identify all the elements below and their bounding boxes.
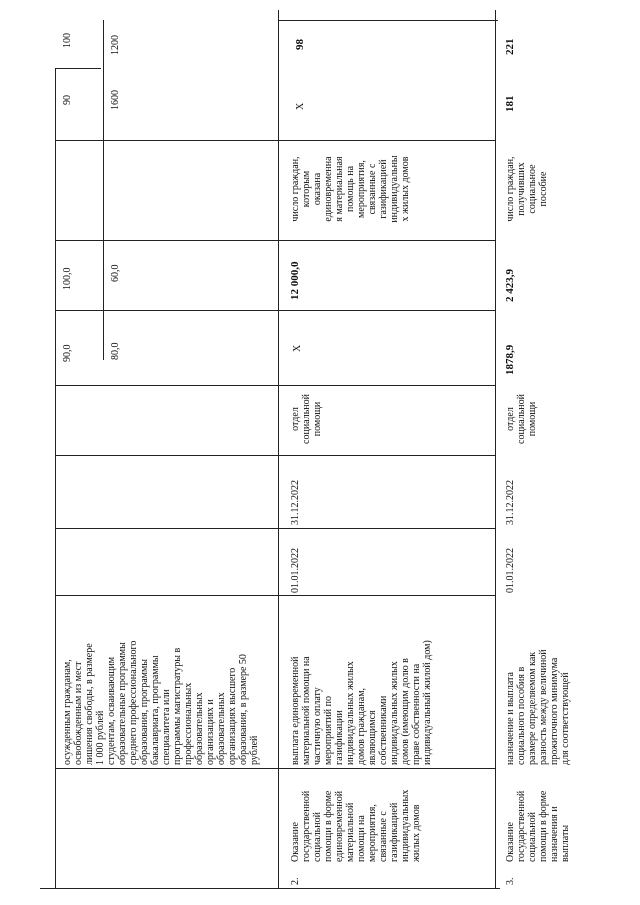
row3-fin-2022: 2 423,9 — [504, 269, 516, 302]
prev-fin-2021: 90,0 — [62, 344, 73, 362]
row3-end-date: 31.12.2022 — [505, 480, 516, 525]
row2-start-date: 01.01.2022 — [290, 548, 301, 593]
row3-ind-2021: 181 — [504, 95, 516, 112]
prev-ind-2022-b: 1200 — [110, 35, 121, 55]
row3-executor: отдел социальной помощи — [505, 394, 538, 444]
prev-fin-2022-b: 60,0 — [110, 264, 121, 282]
row2-end-date: 31.12.2022 — [290, 480, 301, 525]
row2-name: Оказание государственной социальной помощи в форме единовременной материальной помощи на мероприятия, связанные с газификацией индивидуальных жилых домов — [290, 789, 422, 862]
prev-fin-2022: 100,0 — [62, 267, 73, 290]
row2-ind-2022: 98 — [294, 39, 306, 50]
prev-fin-2021-b: 80,0 — [110, 342, 121, 360]
prev-row-measure-text-2: студентам, осваивающим образовательные программы среднего профессионального образования, программы бакалавриата, программы специалитета или программы магистратуры в профессиональных образовательных организациях и образовательных организациях высшего образования, в размере 50 рублей — [106, 640, 260, 765]
row3-ind-2022: 221 — [504, 38, 516, 55]
prev-ind-2021-b: 1600 — [110, 90, 121, 110]
row2-number: 2. — [290, 877, 301, 885]
row3-measure: назначение и выплата социального пособия в размере определяемом как разность между величиной прожиточного минимума для соответствующей — [505, 649, 571, 765]
prev-row-measure-text: осужденным гражданам, освобожденным из мест лишения свободы, в размере 1 000 рублей — [62, 643, 106, 765]
row3-name: Оказание государственной социальной помощи в форме назначения и выплаты — [505, 790, 571, 862]
row2-ind-2021: X — [295, 102, 306, 110]
row2-executor: отдел социальной помощи — [290, 394, 323, 444]
row2-measure: выплата единовременной материальной помощи на частичную оплату мероприятий по газификации индивидуальных жилых домов гражданам, являющимся собственниками индивидуальных жилых домов (имеющим долю в праве собственности на индивидуальный жилой дом) — [290, 640, 433, 765]
row2-indicator: число граждан, которым оказана единовременна я материальная помощь на мероприятия, связанные с газификацией индивидуальны х жилых домов — [290, 155, 411, 223]
row3-number: 3. — [505, 877, 516, 885]
row2-fin-2022: 12 000,0 — [289, 261, 301, 300]
prev-ind-2021: 90 — [62, 95, 73, 105]
prev-ind-2022: 100 — [62, 33, 73, 48]
row2-fin-2021: X — [292, 344, 303, 352]
row3-start-date: 01.01.2022 — [505, 548, 516, 593]
row3-fin-2021: 1878,9 — [504, 344, 516, 375]
row3-indicator: число граждан, получивших социальное пособие — [505, 156, 549, 222]
